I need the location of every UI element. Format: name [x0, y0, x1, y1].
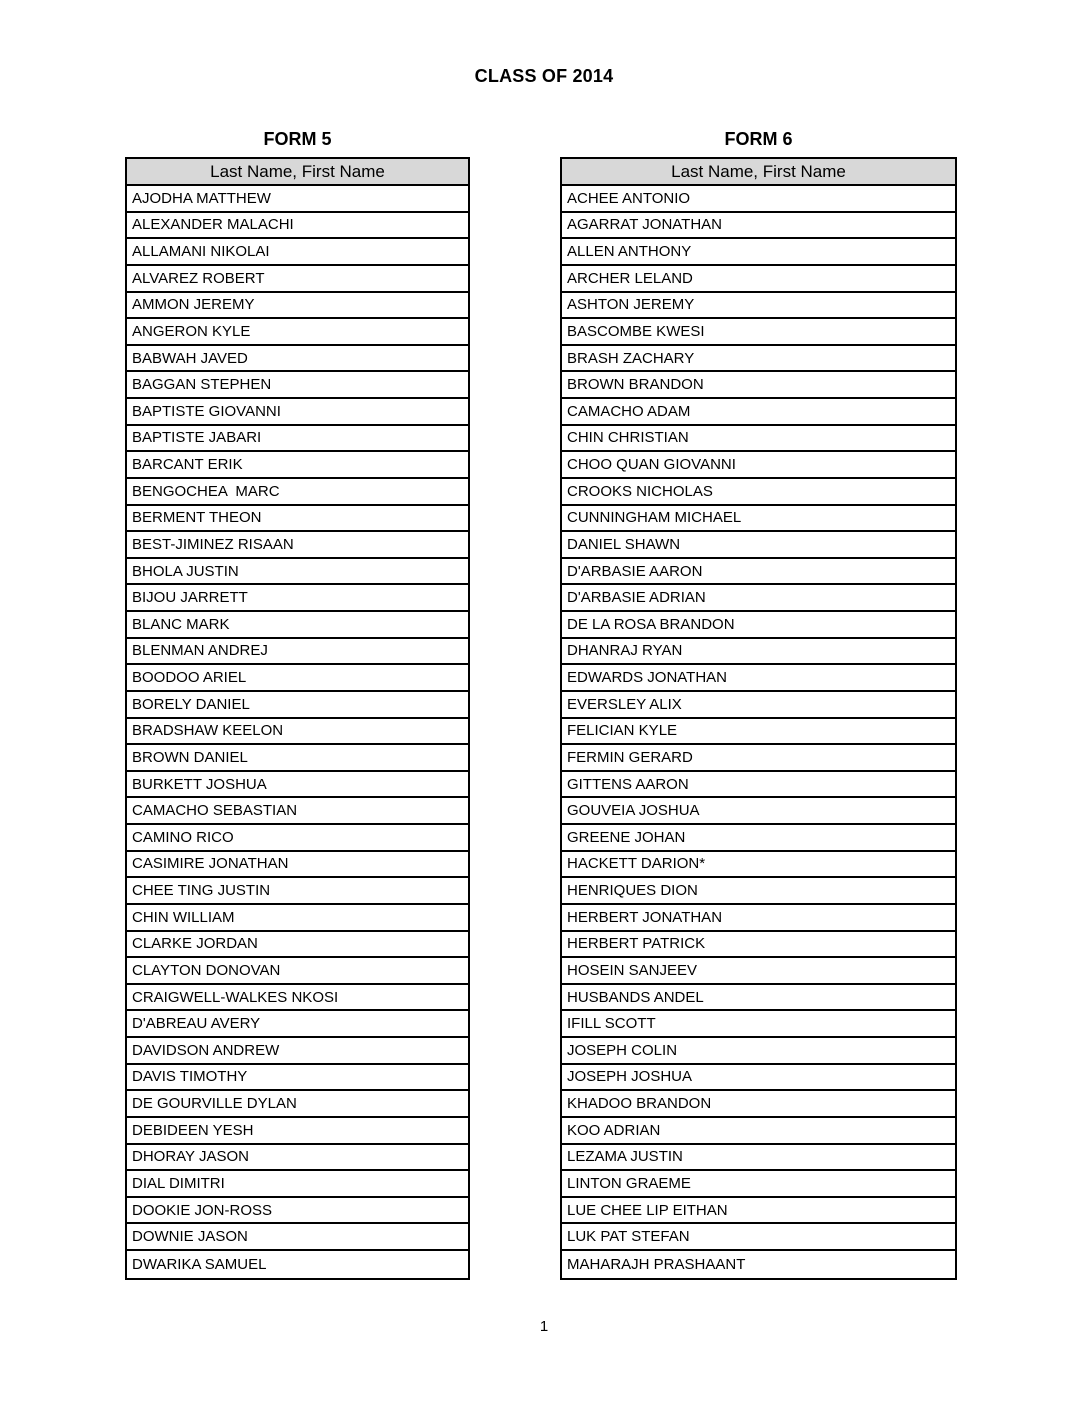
table-row — [562, 346, 955, 373]
name-cell: CAMACHO ADAM — [567, 402, 691, 420]
table-row — [562, 639, 955, 666]
table-row — [127, 665, 468, 692]
table-row — [562, 479, 955, 506]
name-cell: BASCOMBE KWESI — [567, 322, 705, 340]
name-cell: DE GOURVILLE DYLAN — [132, 1095, 297, 1113]
table-row — [127, 878, 468, 905]
table-row — [127, 825, 468, 852]
name-cell: BORELY DANIEL — [132, 695, 250, 713]
table-row — [562, 213, 955, 240]
name-cell: KHADOO BRANDON — [567, 1095, 712, 1113]
name-cell: BABWAH JAVED — [132, 349, 248, 367]
table-row — [562, 825, 955, 852]
name-cell: AGARRAT JONATHAN — [567, 216, 723, 234]
table-row — [127, 479, 468, 506]
form6-table-body — [562, 186, 955, 1278]
name-cell: CHIN WILLIAM — [132, 908, 235, 926]
name-cell: CAMACHO SEBASTIAN — [132, 802, 298, 820]
table-row — [562, 399, 955, 426]
name-cell: JOSEPH JOSHUA — [567, 1068, 693, 1086]
table-row — [127, 612, 468, 639]
name-cell: CAMINO RICO — [132, 828, 234, 846]
name-cell: BROWN DANIEL — [132, 748, 248, 766]
name-cell: CASIMIRE JONATHAN — [132, 855, 289, 873]
name-cell: HENRIQUES DION — [567, 882, 698, 900]
table-row — [127, 1198, 468, 1225]
table-row — [127, 1038, 468, 1065]
form5-table — [125, 157, 470, 1280]
form5-label: FORM 5 — [263, 129, 332, 149]
table-row — [127, 559, 468, 586]
name-cell: D'ARBASIE ADRIAN — [567, 589, 706, 607]
table-row — [127, 319, 468, 346]
name-cell: DIAL DIMITRI — [132, 1174, 225, 1192]
name-cell: DOOKIE JON-ROSS — [132, 1201, 273, 1219]
name-cell: BOODOO ARIEL — [132, 669, 247, 687]
table-row — [562, 878, 955, 905]
name-cell: DEBIDEEN YESH — [132, 1121, 254, 1139]
table-row — [127, 266, 468, 293]
table-row — [562, 1171, 955, 1198]
table-row — [127, 719, 468, 746]
table-row — [127, 1171, 468, 1198]
table-row — [127, 745, 468, 772]
table-row — [127, 585, 468, 612]
table-row — [562, 1091, 955, 1118]
name-cell: EVERSLEY ALIX — [567, 695, 682, 713]
name-cell: ALEXANDER MALACHI — [132, 216, 294, 234]
name-cell: DHORAY JASON — [132, 1148, 249, 1166]
table-row — [127, 532, 468, 559]
form5-table-body — [127, 186, 468, 1278]
table-row — [562, 985, 955, 1012]
name-cell: FELICIAN KYLE — [567, 722, 678, 740]
table-row — [562, 239, 955, 266]
form5-table-header: Last Name, First Name — [127, 159, 468, 186]
table-row — [562, 1145, 955, 1172]
table-row — [127, 798, 468, 825]
table-row — [127, 1224, 468, 1251]
name-cell: MAHARAJH PRASHAANT — [567, 1255, 746, 1273]
table-row — [562, 319, 955, 346]
table-row — [127, 692, 468, 719]
name-cell: KOO ADRIAN — [567, 1121, 661, 1139]
name-cell: GREENE JOHAN — [567, 828, 686, 846]
table-row — [127, 1145, 468, 1172]
name-cell: CRAIGWELL-WALKES NKOSI — [132, 988, 339, 1006]
name-cell: GOUVEIA JOSHUA — [567, 802, 700, 820]
table-row — [127, 1011, 468, 1038]
table-row — [127, 506, 468, 533]
form6-table — [560, 157, 957, 1280]
table-row — [127, 293, 468, 320]
name-cell: CROOKS NICHOLAS — [567, 482, 713, 500]
name-cell: DHANRAJ RYAN — [567, 642, 683, 660]
table-row — [127, 239, 468, 266]
name-cell: CLARKE JORDAN — [132, 935, 258, 953]
name-cell: AJODHA MATTHEW — [132, 189, 271, 207]
name-cell: BRADSHAW KEELON — [132, 722, 284, 740]
table-row — [562, 1038, 955, 1065]
table-row — [127, 346, 468, 373]
table-row — [562, 1011, 955, 1038]
table-row — [562, 293, 955, 320]
table-row — [562, 745, 955, 772]
name-cell: DWARIKA SAMUEL — [132, 1255, 267, 1273]
table-row — [127, 1091, 468, 1118]
name-cell: DOWNIE JASON — [132, 1228, 248, 1246]
table-row — [562, 1224, 955, 1251]
name-cell: BHOLA JUSTIN — [132, 562, 239, 580]
table-row — [127, 639, 468, 666]
name-cell: ALLEN ANTHONY — [567, 243, 692, 261]
name-cell: DAVIDSON ANDREW — [132, 1041, 280, 1059]
page-title: CLASS OF 2014 — [474, 66, 614, 86]
table-row — [127, 372, 468, 399]
table-row — [127, 1065, 468, 1092]
name-cell: HUSBANDS ANDEL — [567, 988, 704, 1006]
name-cell: LEZAMA JUSTIN — [567, 1148, 683, 1166]
name-cell: ASHTON JEREMY — [567, 296, 695, 314]
name-cell: CLAYTON DONOVAN — [132, 961, 281, 979]
table-row — [127, 772, 468, 799]
name-cell: IFILL SCOTT — [567, 1015, 656, 1033]
table-row — [127, 905, 468, 932]
table-row — [562, 532, 955, 559]
name-cell: ARCHER LELAND — [567, 269, 693, 287]
name-cell: BENGOCHEA MARC — [132, 482, 280, 500]
table-row — [127, 186, 468, 213]
table-row — [127, 1118, 468, 1145]
name-cell: CHOO QUAN GIOVANNI — [567, 456, 736, 474]
name-cell: BROWN BRANDON — [567, 376, 704, 394]
table-row — [127, 958, 468, 985]
name-cell: HERBERT JONATHAN — [567, 908, 723, 926]
name-cell: BRASH ZACHARY — [567, 349, 695, 367]
table-row — [562, 506, 955, 533]
table-row — [562, 1065, 955, 1092]
table-row — [562, 266, 955, 293]
name-cell: LUE CHEE LIP EITHAN — [567, 1201, 728, 1219]
table-row — [562, 1118, 955, 1145]
name-cell: BIJOU JARRETT — [132, 589, 248, 607]
name-cell: D'ABREAU AVERY — [132, 1015, 261, 1033]
name-cell: HACKETT DARION* — [567, 855, 706, 873]
name-cell: D'ARBASIE AARON — [567, 562, 703, 580]
table-row — [562, 665, 955, 692]
table-row — [562, 719, 955, 746]
name-cell: EDWARDS JONATHAN — [567, 669, 728, 687]
name-cell: CHEE TING JUSTIN — [132, 882, 271, 900]
name-cell: CHIN CHRISTIAN — [567, 429, 689, 447]
table-row — [127, 852, 468, 879]
table-row — [562, 585, 955, 612]
name-cell: BAGGAN STEPHEN — [132, 376, 272, 394]
name-cell: BLENMAN ANDREJ — [132, 642, 268, 660]
table-row — [127, 452, 468, 479]
name-cell: HERBERT PATRICK — [567, 935, 706, 953]
table-row — [127, 213, 468, 240]
table-row — [127, 1251, 468, 1278]
name-cell: BAPTISTE GIOVANNI — [132, 402, 281, 420]
name-cell: JOSEPH COLIN — [567, 1041, 678, 1059]
table-row — [562, 1198, 955, 1225]
table-row — [127, 985, 468, 1012]
form6-table-header: Last Name, First Name — [562, 159, 955, 186]
name-cell: LUK PAT STEFAN — [567, 1228, 690, 1246]
table-row — [562, 426, 955, 453]
name-cell: DE LA ROSA BRANDON — [567, 615, 735, 633]
table-row — [562, 852, 955, 879]
table-row — [562, 692, 955, 719]
name-cell: BAPTISTE JABARI — [132, 429, 262, 447]
name-cell: HOSEIN SANJEEV — [567, 961, 698, 979]
name-cell: LINTON GRAEME — [567, 1174, 691, 1192]
table-row — [562, 452, 955, 479]
table-row — [562, 559, 955, 586]
table-row — [562, 372, 955, 399]
table-row — [562, 905, 955, 932]
name-cell: ACHEE ANTONIO — [567, 189, 691, 207]
name-cell: ALLAMANI NIKOLAI — [132, 243, 270, 261]
name-cell: AMMON JEREMY — [132, 296, 255, 314]
name-cell: DAVIS TIMOTHY — [132, 1068, 248, 1086]
form6-label: FORM 6 — [724, 129, 793, 149]
table-row — [562, 186, 955, 213]
table-row — [127, 399, 468, 426]
name-cell: ALVAREZ ROBERT — [132, 269, 265, 287]
name-cell: BARCANT ERIK — [132, 456, 243, 474]
name-cell: BURKETT JOSHUA — [132, 775, 267, 793]
table-row — [562, 772, 955, 799]
table-row — [562, 932, 955, 959]
table-row — [562, 798, 955, 825]
table-row — [562, 1251, 955, 1278]
table-row — [562, 612, 955, 639]
table-row — [562, 958, 955, 985]
name-cell: CUNNINGHAM MICHAEL — [567, 509, 742, 527]
name-cell: BLANC MARK — [132, 615, 230, 633]
name-cell: DANIEL SHAWN — [567, 535, 681, 553]
table-row — [127, 932, 468, 959]
name-cell: BEST-JIMINEZ RISAAN — [132, 535, 294, 553]
name-cell: FERMIN GERARD — [567, 748, 693, 766]
name-cell: ANGERON KYLE — [132, 322, 251, 340]
name-cell: BERMENT THEON — [132, 509, 262, 527]
name-cell: GITTENS AARON — [567, 775, 689, 793]
page-number: 1 — [539, 1318, 549, 1335]
table-row — [127, 426, 468, 453]
